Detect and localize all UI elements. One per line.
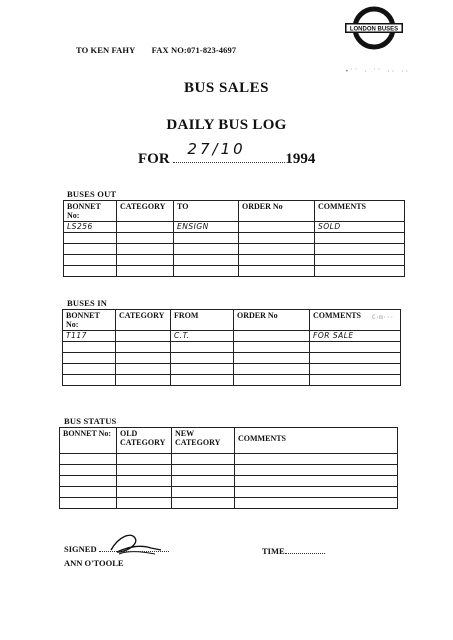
table-cell: FOR SALE: [310, 331, 401, 342]
column-header: COMMENTS: [235, 428, 398, 454]
table-cell: [60, 498, 117, 509]
table-cell: SOLD: [315, 222, 405, 233]
handwritten-date: 27/10: [187, 140, 246, 158]
table-row: [60, 498, 398, 509]
table-cell: [315, 244, 405, 255]
table-cell: [310, 375, 401, 386]
time-field: [285, 553, 325, 554]
table-cell: [172, 454, 235, 465]
table-cell: [117, 465, 172, 476]
table-cell: [116, 364, 171, 375]
table-cell: [239, 244, 315, 255]
table-cell: [171, 342, 234, 353]
column-header: BONNET No:: [60, 428, 117, 454]
table-cell: [117, 266, 174, 277]
column-header: NEW CATEGORY: [172, 428, 235, 454]
table-row: [63, 353, 401, 364]
table-cell: [239, 222, 315, 233]
recipient-to: TO KEN FAHY: [76, 45, 136, 55]
table-cell: [315, 266, 405, 277]
table-cell: [63, 375, 116, 386]
date-prefix: FOR: [138, 151, 170, 167]
table-cell: [234, 353, 310, 364]
table-header-row: [60, 428, 398, 454]
column-header: CATEGORY: [116, 310, 171, 331]
page-title: BUS SALES: [184, 80, 269, 96]
table-row: [63, 331, 401, 342]
column-header: CATEGORY: [117, 201, 174, 222]
recipient-fax: FAX NO:071-823-4697: [151, 45, 237, 55]
table-cell: [310, 364, 401, 375]
table-cell: [235, 487, 398, 498]
table-cell: [116, 331, 171, 342]
table-row: [60, 454, 398, 465]
table-cell: [117, 454, 172, 465]
table-row: [64, 255, 405, 266]
date-line: [138, 140, 316, 168]
table-cell: [60, 465, 117, 476]
recipient-line: [76, 45, 250, 55]
table-cell: T117: [63, 331, 116, 342]
fax-noise: •′′ · ′′ ·· ··: [345, 68, 410, 75]
table-cell: [315, 255, 405, 266]
table-cell: [239, 233, 315, 244]
signature-field: [99, 551, 169, 552]
table-cell: [315, 233, 405, 244]
table-cell: [117, 476, 172, 487]
page-subtitle: DAILY BUS LOG: [166, 117, 287, 133]
column-header: ORDER No: [234, 310, 310, 331]
table-row: [60, 487, 398, 498]
table-cell: [116, 375, 171, 386]
time-label: TIME: [262, 546, 285, 556]
table-cell: [174, 244, 239, 255]
column-header: TO: [174, 201, 239, 222]
table-cell: [117, 233, 174, 244]
table-cell: LS256: [64, 222, 117, 233]
table-cell: [172, 498, 235, 509]
table-cell: [234, 331, 310, 342]
table-row: [63, 342, 401, 353]
logo-text: LONDON BUSES: [349, 26, 399, 33]
table-cell: [239, 255, 315, 266]
table-cell: [117, 487, 172, 498]
table-cell: [60, 454, 117, 465]
table-cell: [234, 342, 310, 353]
table-cell: [117, 498, 172, 509]
table-cell: [235, 465, 398, 476]
bus-status-label: BUS STATUS: [64, 416, 117, 426]
column-header: COMMENTS: [310, 310, 401, 331]
column-header: COMMENTS: [315, 201, 405, 222]
table-row: [64, 222, 405, 233]
table-cell: [235, 476, 398, 487]
column-header: BONNET No:: [63, 310, 116, 331]
column-header: BONNET No:: [64, 201, 117, 222]
table-cell: [64, 255, 117, 266]
signer-name: ANN O'TOOLE: [64, 558, 124, 568]
table-row: [63, 364, 401, 375]
date-field: [173, 140, 285, 163]
table-cell: [172, 476, 235, 487]
buses-in-label: BUSES IN: [67, 298, 108, 308]
table-row: [64, 244, 405, 255]
table-cell: [172, 487, 235, 498]
table-cell: [116, 353, 171, 364]
table-cell: [172, 465, 235, 476]
column-header: FROM: [171, 310, 234, 331]
table-cell: [234, 375, 310, 386]
table-cell: [117, 244, 174, 255]
column-header: ORDER No: [239, 201, 315, 222]
table-row: [64, 233, 405, 244]
table-cell: [310, 342, 401, 353]
table-cell: [63, 353, 116, 364]
buses-out-label: BUSES OUT: [67, 189, 117, 199]
buses-in-table: [62, 309, 401, 386]
table-cell: [117, 255, 174, 266]
london-buses-logo: [343, 4, 405, 52]
table-cell: C.T.: [171, 331, 234, 342]
table-header-row: [64, 201, 405, 222]
column-header: OLD CATEGORY: [117, 428, 172, 454]
signed-label: SIGNED: [64, 544, 97, 554]
table-cell: [116, 342, 171, 353]
table-cell: [64, 244, 117, 255]
table-cell: [174, 266, 239, 277]
table-cell: [174, 233, 239, 244]
table-row: [60, 465, 398, 476]
table-header-row: [63, 310, 401, 331]
table-cell: [239, 266, 315, 277]
table-cell: [60, 487, 117, 498]
buses-out-table: [63, 200, 405, 277]
table-cell: [171, 353, 234, 364]
time-line: [262, 546, 325, 556]
table-cell: [60, 476, 117, 487]
table-cell: [117, 222, 174, 233]
fax-noise: C·m···: [372, 314, 394, 321]
table-row: [64, 266, 405, 277]
table-cell: [234, 364, 310, 375]
bus-status-table: [59, 427, 398, 509]
table-cell: ENSIGN: [174, 222, 239, 233]
table-cell: [64, 233, 117, 244]
table-cell: [171, 375, 234, 386]
table-cell: [63, 342, 116, 353]
table-row: [60, 476, 398, 487]
table-cell: [171, 364, 234, 375]
table-cell: [235, 454, 398, 465]
table-cell: [64, 266, 117, 277]
date-year: 1994: [285, 151, 316, 167]
signed-line: [64, 544, 169, 554]
table-cell: [63, 364, 116, 375]
table-row: [63, 375, 401, 386]
table-cell: [174, 255, 239, 266]
table-cell: [235, 498, 398, 509]
table-cell: [310, 353, 401, 364]
